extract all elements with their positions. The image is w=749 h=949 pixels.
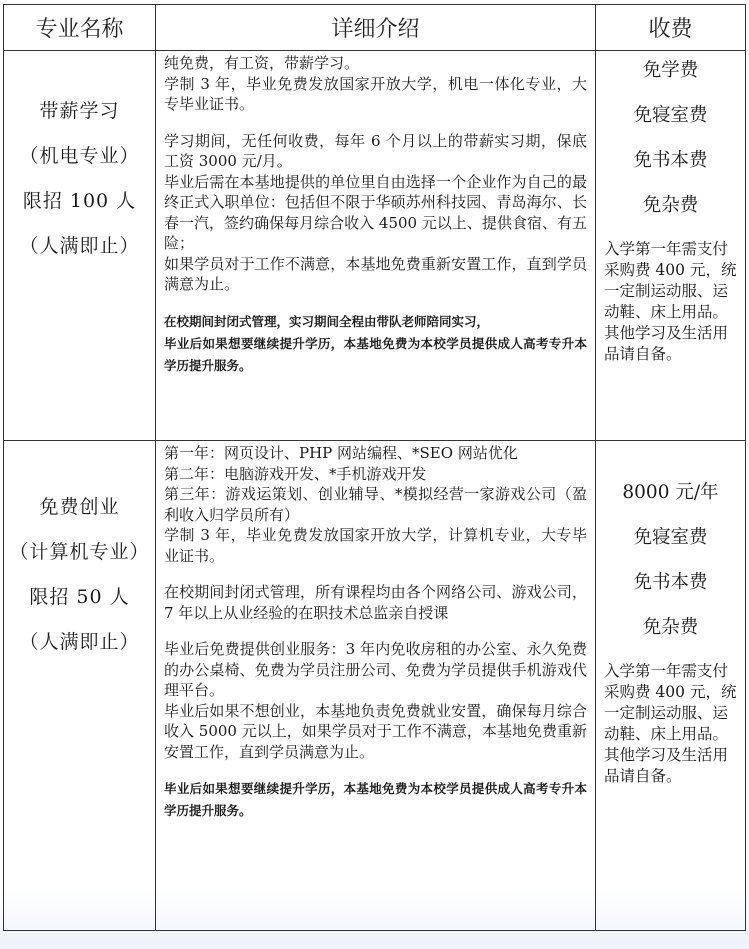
header-name: 专业名称: [4, 5, 156, 51]
program-detail-cell: [156, 51, 596, 441]
detail-paragraph: 第三年：游戏运策划、创业辅导、*模拟经营一家游戏公司（盈利收入归学员所有）: [164, 485, 587, 524]
fee-item: 免寝室费: [633, 527, 708, 548]
fee-item: 免杂费: [642, 195, 699, 216]
detail-paragraph: 学习期间，无任何收费，每年 6 个月以上的带薪实习期，保底工资 3000 元/月。: [164, 131, 587, 170]
program-quota-note: （人满即止）: [19, 631, 140, 653]
detail-paragraph: 毕业后如果不想创业，本基地负责免费就业安置，确保每月综合收入 5000 元以上，如果学员对于工作不满意，本基地免费重新安置工作，直到学员满意为止。: [164, 701, 587, 761]
detail-paragraph: 第一年：网页设计、PHP 网站编程、*SEO 网站优化: [164, 444, 518, 462]
program-quota: 限招 100 人: [22, 190, 137, 212]
header-fee: 收费: [596, 5, 746, 51]
program-quota: 限招 50 人: [29, 586, 130, 608]
detail-paragraph: 学制 3 年，毕业免费发放国家开放大学，计算机专业，大专毕业证书。: [164, 526, 587, 565]
detail-paragraph: 学制 3 年，毕业免费发放国家开放大学，机电一体化专业，大专毕业证书。: [164, 74, 587, 113]
detail-paragraph: 毕业后免费提供创业服务：3 年内免收房租的办公室、永久免费的办公桌椅、免费为学员注册公司、免费为学员提供手机游戏代理平台。: [164, 640, 587, 699]
fee-item: 免学费: [642, 60, 699, 81]
fee-item: 免寝室费: [633, 105, 708, 126]
program-major: （计算机专业）: [9, 541, 150, 563]
program-title: 带薪学习: [39, 100, 120, 122]
program-name-cell: [4, 51, 156, 441]
program-quota-note: （人满即止）: [19, 235, 140, 257]
fee-item: 8000 元/年: [622, 482, 719, 503]
header-row: [4, 5, 746, 51]
fee-item: 免书本费: [633, 150, 708, 171]
detail-paragraph: 纯免费，有工资，带薪学习。: [164, 54, 360, 72]
fee-note: 入学第一年需支付采购费 400 元，统一定制运动服、运动鞋、床上用品。其他学习及生活用品请自备。: [604, 240, 737, 363]
header-detail: 详细介绍: [156, 5, 596, 51]
detail-bold-paragraph: 在校期间封闭式管理，实习期间全程由带队老师陪同实习，: [164, 313, 490, 329]
program-name-cell: [4, 441, 156, 931]
detail-paragraph: 第二年：电脑游戏开发、*手机游戏开发: [164, 464, 427, 483]
detail-paragraph: 如果学员对于工作不满意，本基地免费重新安置工作，直到学员满意为止。: [164, 254, 587, 293]
fee-item: 免书本费: [633, 572, 708, 593]
program-row-computer: [4, 441, 746, 931]
program-fee-cell: [596, 51, 746, 441]
detail-paragraph: 在校期间封闭式管理，所有课程均由各个网络公司、游戏公司，7 年以上从业经验的在职技术总监亲自授课: [164, 583, 587, 622]
detail-paragraph: 毕业后需在本基地提供的单位里自由选择一个企业作为自己的最终正式入职单位：包括但不限于华硕苏州科技园、青岛海尔、长春一汽，签约确保每月综合收入 4500 元以上、提供食宿、有五险；: [164, 172, 587, 252]
program-major: （机电专业）: [19, 145, 140, 167]
program-fee-cell: [596, 441, 746, 931]
program-table: [3, 4, 746, 931]
detail-bold-paragraph: 毕业后如果想要继续提升学历，本基地免费为本校学员提供成人高考专升本学历提升服务。: [164, 335, 587, 373]
program-row-mechatronics: [4, 51, 746, 441]
fee-item: 免杂费: [642, 617, 699, 638]
program-detail-cell: [156, 441, 596, 931]
fee-note: 入学第一年需支付采购费 400 元，统一定制运动服、运动鞋、床上用品。其他学习及生活用品请自备。: [604, 662, 737, 785]
detail-bold-paragraph: 毕业后如果想要继续提升学历，本基地免费为本校学员提供成人高考专升本学历提升服务。: [164, 781, 587, 818]
program-title: 免费创业: [39, 496, 120, 518]
